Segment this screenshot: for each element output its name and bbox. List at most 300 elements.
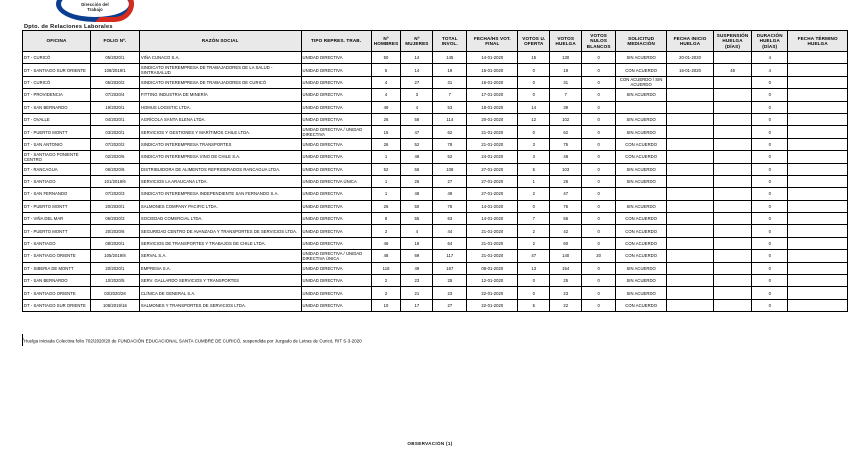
cell-solicitud-mediacion: CON ACUERDO (616, 237, 667, 249)
cell-suspension-huelga (713, 200, 751, 212)
cell-suspension-huelga (713, 113, 751, 125)
cell-suspension-huelga (713, 237, 751, 249)
cell-suspension-huelga (713, 175, 751, 187)
cell-hombres: 26 (371, 113, 401, 125)
cell-hombres: 5 (371, 64, 401, 76)
cell-hombres: 26 (371, 138, 401, 150)
cell-hombres: 118 (371, 262, 401, 274)
cell-votos-huelga: 47 (550, 188, 582, 200)
cell-solicitud-mediacion: CON ACUERDO (616, 151, 667, 163)
cell-fecha-inicio-huelga (667, 89, 714, 101)
huelgas-report-table (22, 30, 848, 312)
cell-mujeres: 50 (401, 200, 433, 212)
cell-total-invol: 49 (433, 188, 467, 200)
cell-mujeres: 69 (401, 250, 433, 262)
cell-duracion-huelga: 0 (752, 225, 788, 237)
cell-oficina: DT - SANTIAGO (23, 175, 91, 187)
cell-tipo-repres: UNIDAD DIRECTIVA (301, 138, 371, 150)
cell-duracion-huelga: 0 (752, 200, 788, 212)
cell-fecha-termino-huelga (788, 175, 848, 187)
cell-suspension-huelga (713, 225, 751, 237)
cell-votos-huelga: 19 (550, 64, 582, 76)
cell-fecha-inicio-huelga: 20-01-2020 (667, 52, 714, 64)
cell-votos-huelga: 22 (550, 299, 582, 311)
cell-razon-social: EMPRESA S.A. (139, 262, 301, 274)
cell-fecha-inicio-huelga (667, 213, 714, 225)
cell-duracion-huelga: 0 (752, 151, 788, 163)
cell-duracion-huelga: 4 (752, 64, 788, 76)
cell-fecha-inicio-huelga (667, 175, 714, 187)
cell-votos-ultima-oferta: 13 (518, 262, 550, 274)
table-row (23, 151, 848, 163)
cell-votos-nulos-blancos: 0 (582, 138, 616, 150)
cell-votos-ultima-oferta: 0 (518, 126, 550, 138)
cell-fecha-inicio-huelga (667, 262, 714, 274)
column-header-fecha-termino-huelga: FECHA TÉRMINO HUELGA (788, 31, 848, 52)
cell-suspension-huelga (713, 89, 751, 101)
cell-fecha-termino-huelga (788, 275, 848, 287)
cell-fecha-inicio-huelga (667, 200, 714, 212)
cell-duracion-huelga: 0 (752, 175, 788, 187)
column-header-oficina: OFICINA (23, 31, 91, 52)
cell-solicitud-mediacion: CON ACUERDO (616, 213, 667, 225)
cell-razon-social: HOMUS LOGISTIC LTDA. (139, 101, 301, 113)
cell-fecha-inicio-huelga (667, 113, 714, 125)
cell-votos-huelga: 31 (550, 76, 582, 88)
cell-mujeres: 23 (401, 275, 433, 287)
cell-total-invol: 52 (433, 151, 467, 163)
cell-fecha-votacion: 27-01-2020 (467, 163, 518, 175)
cell-fecha-inicio-huelga (667, 188, 714, 200)
cell-votos-nulos-blancos: 0 (582, 237, 616, 249)
cell-suspension-huelga (713, 188, 751, 200)
table-row (23, 138, 848, 150)
cell-razon-social: SINDICATO INTEREMPRESA DE TRABAJADORES DE CURICÓ (139, 76, 301, 88)
cell-mujeres: 17 (401, 299, 433, 311)
cell-fecha-votacion: 15-01-2020 (467, 64, 518, 76)
cell-fecha-inicio-huelga (667, 275, 714, 287)
cell-razon-social: SALMONES COMPANY PACIFIC LTDA. (139, 200, 301, 212)
cell-votos-ultima-oferta: 5 (518, 299, 550, 311)
cell-votos-ultima-oferta: 0 (518, 76, 550, 88)
cell-fecha-votacion: 16-01-2020 (467, 76, 518, 88)
cell-mujeres: 4 (401, 225, 433, 237)
table-row (23, 64, 848, 76)
cell-solicitud-mediacion: SIN ACUERDO (616, 52, 667, 64)
cell-razon-social: SERVICIOS LA ARAUCANA LTDA. (139, 175, 301, 187)
cell-votos-ultima-oferta: 0 (518, 287, 550, 299)
column-header-solicitud-mediacion: SOLICITUD MEDIACIÓN (616, 31, 667, 52)
cell-fecha-termino-huelga (788, 262, 848, 274)
cell-suspension-huelga (713, 52, 751, 64)
logo-text-line1: Dirección del (81, 2, 109, 7)
cell-fecha-termino-huelga (788, 287, 848, 299)
cell-solicitud-mediacion: SIN ACUERDO (616, 262, 667, 274)
logo (56, 0, 134, 24)
footnote-text: Huelga iniciada Colectiva folio 702/2020/20 de FUNDACIÓN EDUCACIONAL SANTA CUMBRE DE CURICÓ, suspendida por Juzgado de Letras de Curicó, RIT S-3-2020 (23, 338, 362, 344)
cell-oficina: DT - SAN ANTONIO (23, 138, 91, 150)
cell-tipo-repres: UNIDAD DIRECTIVA (301, 89, 371, 101)
cell-razon-social: SINDICATO INTEREMPRESA INDEPENDIENTE SAN FERNANDO S.A. (139, 188, 301, 200)
cell-solicitud-mediacion: SIN ACUERDO (616, 126, 667, 138)
cell-votos-huelga: 154 (550, 262, 582, 274)
cell-suspension-huelga: 48 (713, 64, 751, 76)
cell-oficina: DT - CURICÓ (23, 52, 91, 64)
cell-fecha-termino-huelga (788, 237, 848, 249)
cell-votos-huelga: 42 (550, 225, 582, 237)
cell-solicitud-mediacion: SIN ACUERDO (616, 275, 667, 287)
cell-votos-ultima-oferta: 12 (518, 113, 550, 125)
cell-tipo-repres: UNIDAD DIRECTIVA (301, 237, 371, 249)
cell-duracion-huelga: 0 (752, 213, 788, 225)
cell-suspension-huelga (713, 101, 751, 113)
cell-votos-nulos-blancos: 0 (582, 89, 616, 101)
cell-tipo-repres: UNIDAD DIRECTIVA / UNIDAD DIRECTIVA (301, 126, 371, 138)
cell-hombres: 46 (371, 237, 401, 249)
cell-solicitud-mediacion: CON ACUERDO (616, 250, 667, 262)
cell-tipo-repres: UNIDAD DIRECTIVA (301, 52, 371, 64)
cell-oficina: DT - RANCAGUA (23, 163, 91, 175)
cell-fecha-inicio-huelga (667, 299, 714, 311)
cell-folio: 108/2019/16 (91, 299, 140, 311)
cell-tipo-repres: UNIDAD DIRECTIVA (301, 76, 371, 88)
cell-votos-ultima-oferta: 0 (518, 64, 550, 76)
cell-suspension-huelga (713, 163, 751, 175)
table-row (23, 225, 848, 237)
cell-fecha-termino-huelga (788, 213, 848, 225)
cell-fecha-termino-huelga (788, 163, 848, 175)
column-header-mujeres: Nº MUJERES (401, 31, 433, 52)
cell-duracion-huelga: 0 (752, 163, 788, 175)
cell-votos-huelga: 102 (550, 113, 582, 125)
cell-fecha-termino-huelga (788, 200, 848, 212)
table-row (23, 126, 848, 138)
cell-tipo-repres: UNIDAD DIRECTIVA (301, 262, 371, 274)
cell-votos-huelga: 48 (550, 151, 582, 163)
cell-total-invol: 23 (433, 287, 467, 299)
cell-solicitud-mediacion: CON ACUERDO (616, 138, 667, 150)
cell-fecha-termino-huelga (788, 151, 848, 163)
table-body (23, 52, 848, 312)
cell-fecha-votacion: 21-01-2020 (467, 250, 518, 262)
table-row (23, 213, 848, 225)
cell-solicitud-mediacion: SIN ACUERDO (616, 113, 667, 125)
column-header-folio: FOLIO Nº. (91, 31, 140, 52)
cell-votos-ultima-oferta: 14 (518, 101, 550, 113)
cell-total-invol: 7 (433, 89, 467, 101)
cell-votos-huelga: 26 (550, 175, 582, 187)
cell-votos-huelga: 60 (550, 237, 582, 249)
cell-duracion-huelga: 0 (752, 250, 788, 262)
cell-votos-nulos-blancos: 0 (582, 225, 616, 237)
cell-votos-ultima-oferta: 2 (518, 188, 550, 200)
cell-total-invol: 145 (433, 52, 467, 64)
cell-razon-social: SERVICIOS Y GESTIONES Y MARÍTIMOS CHILE LTDA. (139, 126, 301, 138)
cell-duracion-huelga: 4 (752, 52, 788, 64)
table-row (23, 237, 848, 249)
cell-oficina: DT - SAN FERNANDO (23, 188, 91, 200)
cell-fecha-termino-huelga (788, 76, 848, 88)
cell-votos-nulos-blancos: 0 (582, 151, 616, 163)
table-header-row (23, 31, 848, 52)
cell-razon-social: SERVAL S.A. (139, 250, 301, 262)
cell-fecha-inicio-huelga (667, 138, 714, 150)
cell-total-invol: 117 (433, 250, 467, 262)
cell-fecha-votacion: 22-01-2020 (467, 299, 518, 311)
cell-mujeres: 26 (401, 175, 433, 187)
cell-razon-social: CLÍNICA DE GENERAL S.A. (139, 287, 301, 299)
cell-solicitud-mediacion: SIN ACUERDO (616, 287, 667, 299)
cell-mujeres: 14 (401, 64, 433, 76)
cell-duracion-huelga: 0 (752, 287, 788, 299)
cell-solicitud-mediacion: CON ACUERDO (616, 64, 667, 76)
cell-folio: 08/2020/1 (91, 237, 140, 249)
cell-duracion-huelga: 0 (752, 275, 788, 287)
cell-suspension-huelga (713, 262, 751, 274)
cell-hombres: 2 (371, 287, 401, 299)
cell-votos-nulos-blancos: 0 (582, 299, 616, 311)
cell-fecha-votacion: 18-01-2020 (467, 101, 518, 113)
cell-folio: 06/2020/3 (91, 213, 140, 225)
cell-hombres: 52 (371, 163, 401, 175)
cell-fecha-inicio-huelga (667, 225, 714, 237)
cell-fecha-inicio-huelga (667, 237, 714, 249)
cell-fecha-termino-huelga (788, 64, 848, 76)
cell-folio: 05/2020/1 (91, 52, 140, 64)
cell-hombres: 49 (371, 101, 401, 113)
table-row (23, 299, 848, 311)
cell-votos-huelga: 7 (550, 89, 582, 101)
cell-total-invol: 108 (433, 163, 467, 175)
cell-fecha-inicio-huelga (667, 287, 714, 299)
table-row (23, 287, 848, 299)
cell-folio: 07/2020/3 (91, 188, 140, 200)
cell-votos-nulos-blancos: 0 (582, 213, 616, 225)
cell-solicitud-mediacion: SIN ACUERDO (616, 163, 667, 175)
cell-razon-social: SINDICATO INTEREMPRESA DE TRABAJADORES DE LA SALUD - SINTRASALUD (139, 64, 301, 76)
cell-fecha-votacion: 21-01-2020 (467, 138, 518, 150)
department-caption: Dpto. de Relaciones Laborales (24, 24, 113, 30)
table-row (23, 275, 848, 287)
cell-folio: 105/2019/8 (91, 250, 140, 262)
cell-duracion-huelga: 0 (752, 188, 788, 200)
cell-hombres: 1 (371, 175, 401, 187)
cell-duracion-huelga: 0 (752, 76, 788, 88)
cell-oficina: DT - SANTIAGO (23, 237, 91, 249)
column-header-suspension-huelga: SUSPENSIÓN HUELGA (DÍAS) (713, 31, 751, 52)
cell-fecha-votacion: 24-01-2020 (467, 151, 518, 163)
cell-razon-social: SOCIEDAD COMERCIAL LTDA. (139, 213, 301, 225)
cell-total-invol: 64 (433, 237, 467, 249)
logo-text-line2: Trabajo (87, 7, 103, 13)
cell-votos-huelga: 23 (550, 287, 582, 299)
cell-suspension-huelga (713, 287, 751, 299)
cell-suspension-huelga (713, 250, 751, 262)
cell-votos-ultima-oferta: 5 (518, 163, 550, 175)
cell-hombres: 48 (371, 250, 401, 262)
cell-oficina: DT - SANTIAGO PONIENTE CENTRO (23, 151, 91, 163)
cell-tipo-repres: UNIDAD DIRECTIVA (301, 299, 371, 311)
cell-mujeres: 18 (401, 237, 433, 249)
cell-fecha-votacion: 21-01-2020 (467, 126, 518, 138)
cell-tipo-repres: UNIDAD DIRECTIVA (301, 200, 371, 212)
cell-folio: 10/2020/5 (91, 275, 140, 287)
cell-votos-nulos-blancos: 0 (582, 175, 616, 187)
cell-total-invol: 62 (433, 126, 467, 138)
cell-folio: 03/2020/1 (91, 126, 140, 138)
cell-votos-ultima-oferta: 7 (518, 213, 550, 225)
cell-oficina: DT - CURICÓ (23, 76, 91, 88)
cell-duracion-huelga: 0 (752, 262, 788, 274)
cell-votos-nulos-blancos: 0 (582, 52, 616, 64)
cell-votos-ultima-oferta: 15 (518, 52, 550, 64)
cell-razon-social: FITTING INDUSTRIA DE MINERÍA (139, 89, 301, 101)
cell-fecha-votacion: 14-01-2020 (467, 200, 518, 212)
cell-fecha-inicio-huelga (667, 126, 714, 138)
cell-suspension-huelga (713, 151, 751, 163)
cell-hombres: 50 (371, 52, 401, 64)
cell-votos-nulos-blancos: 0 (582, 113, 616, 125)
cell-mujeres: 47 (401, 126, 433, 138)
cell-folio: 05/2020/2 (91, 76, 140, 88)
cell-duracion-huelga: 0 (752, 113, 788, 125)
cell-folio: 20/2020/1 (91, 200, 140, 212)
cell-votos-ultima-oferta: 1 (518, 175, 550, 187)
cell-total-invol: 27 (433, 175, 467, 187)
cell-total-invol: 31 (433, 76, 467, 88)
cell-folio: 07/2020/4 (91, 89, 140, 101)
cell-votos-huelga: 56 (550, 213, 582, 225)
column-header-fecha-votacion: FECHA/HS VOT. FINAL (467, 31, 518, 52)
cell-solicitud-mediacion (616, 101, 667, 113)
cell-duracion-huelga: 0 (752, 126, 788, 138)
cell-votos-huelga: 25 (550, 275, 582, 287)
cell-razon-social: SINDICATO INTEREMPRESA TRANSPORTES (139, 138, 301, 150)
cell-tipo-repres: UNIDAD DIRECTIVA (301, 113, 371, 125)
cell-votos-huelga: 103 (550, 163, 582, 175)
cell-fecha-termino-huelga (788, 113, 848, 125)
cell-fecha-votacion: 22-01-2020 (467, 287, 518, 299)
cell-razon-social: SINDICATO INTEREMPRESA VINO DE CHILE S.A. (139, 151, 301, 163)
logo-text (64, 2, 126, 13)
cell-total-invol: 63 (433, 213, 467, 225)
cell-tipo-repres: UNIDAD DIRECTIVA (301, 64, 371, 76)
cell-votos-nulos-blancos: 0 (582, 262, 616, 274)
cell-fecha-votacion: 12-01-2020 (467, 275, 518, 287)
cell-duracion-huelga: 0 (752, 237, 788, 249)
cell-suspension-huelga (713, 275, 751, 287)
cell-fecha-inicio-huelga (667, 163, 714, 175)
cell-hombres: 2 (371, 275, 401, 287)
cell-solicitud-mediacion: SIN ACUERDO (616, 200, 667, 212)
table-row (23, 76, 848, 88)
cell-duracion-huelga: 0 (752, 138, 788, 150)
cell-tipo-repres: UNIDAD DIRECTIVA (301, 163, 371, 175)
cell-votos-huelga: 76 (550, 200, 582, 212)
cell-votos-nulos-blancos: 0 (582, 101, 616, 113)
cell-fecha-termino-huelga (788, 225, 848, 237)
cell-suspension-huelga (713, 126, 751, 138)
cell-votos-huelga: 130 (550, 52, 582, 64)
cell-mujeres: 56 (401, 163, 433, 175)
cell-oficina: DT - PROVIDENCIA (23, 89, 91, 101)
cell-oficina: DT - SANTIAGO SUR ORIENTE (23, 299, 91, 311)
cell-total-invol: 19 (433, 64, 467, 76)
cell-folio: 07/2020/2 (91, 138, 140, 150)
cell-razon-social: SERV. GALLARDO SERVICIOS Y TRANSPORTES (139, 275, 301, 287)
observacion-label: OBSERVACIÓN (1) (407, 441, 453, 446)
column-header-votos-huelga: VOTOS HUELGA (550, 31, 582, 52)
table-row (23, 262, 848, 274)
cell-votos-ultima-oferta: 2 (518, 225, 550, 237)
cell-oficina: DT - PUERTO MONTT (23, 126, 91, 138)
cell-fecha-inicio-huelga (667, 250, 714, 262)
cell-tipo-repres: UNIDAD DIRECTIVA (301, 101, 371, 113)
cell-hombres: 4 (371, 76, 401, 88)
cell-tipo-repres: UNIDAD DIRECTIVA / UNIDAD DIRECTIVA ÚNICA (301, 250, 371, 262)
cell-votos-ultima-oferta: 2 (518, 237, 550, 249)
cell-duracion-huelga: 0 (752, 89, 788, 101)
cell-folio: 20/2020/1 (91, 262, 140, 274)
cell-mujeres: 58 (401, 113, 433, 125)
cell-votos-nulos-blancos: 0 (582, 188, 616, 200)
cell-votos-nulos-blancos: 20 (582, 250, 616, 262)
cell-votos-huelga: 62 (550, 126, 582, 138)
cell-solicitud-mediacion: CON ACUERDO / SIN ACUERDO (616, 76, 667, 88)
cell-votos-ultima-oferta: 3 (518, 151, 550, 163)
cell-solicitud-mediacion: CON ACUERDO (616, 225, 667, 237)
table-row (23, 175, 848, 187)
cell-mujeres: 21 (401, 287, 433, 299)
cell-total-invol: 25 (433, 275, 467, 287)
column-header-duracion-huelga: DURACIÓN HUELGA (DÍAS) (752, 31, 788, 52)
table-row (23, 113, 848, 125)
cell-oficina: DT - SANTIAGO ORIENTE (23, 287, 91, 299)
cell-total-invol: 78 (433, 138, 467, 150)
cell-fecha-votacion: 14-01-2020 (467, 52, 518, 64)
cell-mujeres: 48 (401, 151, 433, 163)
cell-fecha-votacion: 08-01-2020 (467, 262, 518, 274)
cell-fecha-votacion: 27-01-2020 (467, 188, 518, 200)
column-header-tipo-repres: TIPO REPRES. TRAB. (301, 31, 371, 52)
table-row (23, 163, 848, 175)
cell-fecha-inicio-huelga: 16-01-2020 (667, 64, 714, 76)
cell-solicitud-mediacion: CON ACUERDO (616, 299, 667, 311)
cell-fecha-votacion: 21-01-2020 (467, 237, 518, 249)
cell-fecha-votacion: 27-01-2020 (467, 175, 518, 187)
cell-mujeres: 4 (401, 101, 433, 113)
cell-folio: 108/2019/1 (91, 64, 140, 76)
table-row (23, 52, 848, 64)
cell-hombres: 8 (371, 213, 401, 225)
cell-mujeres: 49 (401, 262, 433, 274)
cell-fecha-termino-huelga (788, 52, 848, 64)
table-row (23, 200, 848, 212)
cell-folio: 04/2020/1 (91, 113, 140, 125)
cell-fecha-votacion: 21-01-2020 (467, 225, 518, 237)
cell-fecha-votacion: 17-01-2020 (467, 89, 518, 101)
column-header-fecha-inicio-huelga: FECHA INICIO HUELGA (667, 31, 714, 52)
footnote (22, 336, 842, 344)
cell-tipo-repres: UNIDAD DIRECTIVA (301, 275, 371, 287)
cell-tipo-repres: UNIDAD DIRECTIVA (301, 188, 371, 200)
cell-votos-ultima-oferta: 0 (518, 275, 550, 287)
cell-votos-nulos-blancos: 0 (582, 200, 616, 212)
cell-razon-social: SALMONES Y TRANSPORTES DE SERVICIOS LTDA. (139, 299, 301, 311)
cell-fecha-termino-huelga (788, 89, 848, 101)
cell-tipo-repres: UNIDAD DIRECTIVA (301, 225, 371, 237)
column-header-votos-nulos-blancos: VOTOS NULOS BLANCOS (582, 31, 616, 52)
